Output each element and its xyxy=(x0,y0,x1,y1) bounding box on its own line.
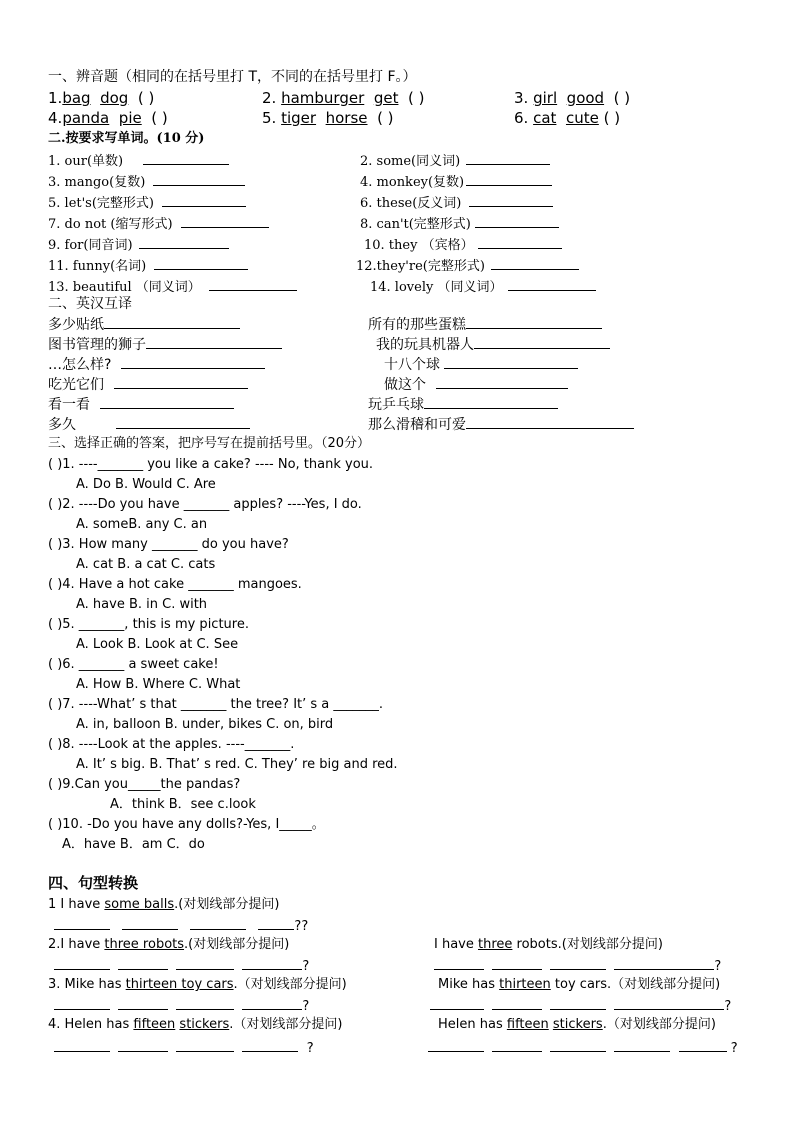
answer-blank[interactable] xyxy=(54,1038,110,1052)
task-label: 5. let's(完整形式) xyxy=(48,196,154,211)
answer-blank[interactable] xyxy=(121,355,265,369)
options-9: A．think B．see c.look xyxy=(110,797,256,812)
task-label: 14. lovely （同义词） xyxy=(370,280,503,295)
answer-blank[interactable] xyxy=(242,996,302,1010)
item-label: …怎么样? xyxy=(48,357,112,373)
answer-blank[interactable] xyxy=(550,956,606,970)
answer-blank[interactable] xyxy=(54,996,110,1010)
answer-blank[interactable] xyxy=(475,214,559,228)
word-task xyxy=(48,256,248,276)
item-label: 多少贴纸 xyxy=(48,317,104,333)
answer-blank[interactable] xyxy=(679,1038,727,1052)
answer-blank[interactable] xyxy=(154,256,248,270)
word-task xyxy=(48,235,229,255)
underlined-part: three xyxy=(478,937,513,952)
task-label: 9. for(同音词) xyxy=(48,238,133,253)
question-7: ( )7. ----What’ s that _______ the tree? It’ s a _______. xyxy=(48,697,384,712)
answer-paren[interactable]: ( ) xyxy=(137,89,155,107)
answer-blank[interactable] xyxy=(104,315,240,329)
translate-item xyxy=(368,315,602,334)
sound-item-5 xyxy=(262,109,394,127)
task-label: 12.they're(完整形式) xyxy=(356,259,485,274)
answer-blank[interactable] xyxy=(614,996,724,1010)
word-task xyxy=(360,172,552,192)
item-num: 1. xyxy=(48,89,63,107)
q-text: 3. Mike has xyxy=(48,977,126,992)
translate-item xyxy=(368,415,634,434)
q-text: 4. Helen has xyxy=(48,1017,134,1032)
word: tiger xyxy=(281,109,317,127)
answer-blank[interactable] xyxy=(162,193,246,207)
answer-blank[interactable] xyxy=(508,277,596,291)
answer-blank[interactable] xyxy=(466,151,550,165)
answer-blank[interactable] xyxy=(118,956,168,970)
item-num: 5. xyxy=(262,109,277,127)
answer-paren[interactable]: ( ) xyxy=(408,89,425,107)
item-num: 4. xyxy=(48,109,63,127)
answer-blank[interactable] xyxy=(176,996,234,1010)
answer-blank[interactable] xyxy=(444,355,578,369)
translate-item xyxy=(48,315,240,334)
word-task xyxy=(48,172,245,192)
answer-blank[interactable] xyxy=(614,956,714,970)
word-task xyxy=(356,256,579,276)
item-label: 我的玩具机器人 xyxy=(376,337,474,353)
section2-title: 二.按要求写单词。(10 分) xyxy=(48,131,205,146)
translate-item xyxy=(368,395,558,414)
q-text: Mike has xyxy=(438,977,500,992)
word-task xyxy=(48,151,229,171)
underlined-part: thirteen toy cars xyxy=(125,977,234,992)
item-num: 3. xyxy=(514,89,529,107)
options-8: A. It’ s big. B. That’ s red. C. They’ re big and red. xyxy=(76,757,398,772)
word: horse xyxy=(325,109,368,127)
answer-line-q1 xyxy=(54,916,308,936)
word-task xyxy=(48,277,297,297)
answer-paren[interactable]: ( ) xyxy=(151,109,168,127)
question-1: ( )1. ----_______ you like a cake? ---- No, thank you. xyxy=(48,457,374,472)
word: get xyxy=(373,89,399,107)
item-num: 6. xyxy=(514,109,529,127)
answer-blank[interactable] xyxy=(466,415,634,429)
item-label: 吃光它们 xyxy=(48,377,104,393)
answer-line-q3 xyxy=(54,996,309,1016)
answer-blank[interactable] xyxy=(242,1038,298,1052)
question-mark: ? xyxy=(730,1041,738,1056)
q-text: .(对划线部分提问) xyxy=(174,897,280,912)
options-6: A. How B. Where C. What xyxy=(76,677,241,692)
options-1: A. Do B. Would C. Are xyxy=(76,477,216,492)
q-text: I have xyxy=(434,937,478,952)
answer-blank[interactable] xyxy=(466,172,552,186)
options-4: A. have B. in C. with xyxy=(76,597,208,612)
item-label: 多久 xyxy=(48,417,76,433)
answer-paren[interactable]: ( ) xyxy=(603,109,621,127)
word-task xyxy=(370,277,596,297)
question-6: ( )6. _______ a sweet cake! xyxy=(48,657,219,672)
answer-blank[interactable] xyxy=(139,235,229,249)
q-text: Helen has xyxy=(438,1017,507,1032)
word: dog xyxy=(100,89,129,107)
sound-item-3 xyxy=(514,89,630,107)
word-task xyxy=(360,214,559,234)
q-text: toy cars.（对划线部分提问) xyxy=(550,977,721,992)
section4-title: 三、选择正确的答案，把序号写在提前括号里。（20分） xyxy=(48,436,371,451)
answer-blank[interactable] xyxy=(474,335,610,349)
answer-blank[interactable] xyxy=(209,277,297,291)
q-text: .(对划线部分提问) xyxy=(184,937,290,952)
task-label: 2. some(同义词) xyxy=(360,154,461,169)
answer-blank[interactable] xyxy=(491,256,579,270)
translate-item xyxy=(384,355,578,374)
answer-blank[interactable] xyxy=(190,916,246,930)
question-mark: ? xyxy=(302,999,310,1014)
answer-blank[interactable] xyxy=(54,956,110,970)
word: good xyxy=(566,89,605,107)
answer-blank[interactable] xyxy=(146,335,282,349)
q-text: robots.(对划线部分提问) xyxy=(512,937,663,952)
answer-blank[interactable] xyxy=(492,1038,542,1052)
question-10: ( )10. -Do you have any dolls?-Yes, I_____。 xyxy=(48,817,325,832)
sound-item-2 xyxy=(262,89,424,107)
underlined-part: stickers xyxy=(179,1017,230,1032)
task-label: 6. these(反义词) xyxy=(360,196,462,211)
question-mark: ?? xyxy=(294,919,309,934)
word: cute xyxy=(565,109,599,127)
question-3: ( )3. How many _______ do you have? xyxy=(48,537,289,552)
answer-blank[interactable] xyxy=(118,996,168,1010)
answer-blank[interactable] xyxy=(258,916,294,930)
word: pie xyxy=(118,109,142,127)
item-num: 2. xyxy=(262,89,277,107)
translate-item xyxy=(48,395,234,414)
word: hamburger xyxy=(281,89,365,107)
answer-blank[interactable] xyxy=(466,315,602,329)
answer-blank[interactable] xyxy=(492,996,542,1010)
item-label: 做这个 xyxy=(384,377,426,393)
transform-q2 xyxy=(48,936,289,954)
answer-blank[interactable] xyxy=(118,1038,168,1052)
item-label: 所有的那些蛋糕 xyxy=(368,317,466,333)
question-mark: ? xyxy=(714,959,722,974)
translate-item xyxy=(48,375,248,394)
options-2: A. someB. any C. an xyxy=(76,517,208,532)
sound-item-6 xyxy=(514,109,620,127)
task-label: 3. mango(复数) xyxy=(48,175,146,190)
translate-item xyxy=(376,335,610,354)
answer-blank[interactable] xyxy=(492,956,542,970)
answer-paren[interactable]: ( ) xyxy=(377,109,394,127)
section3-title: 二、英汉互译 xyxy=(48,296,132,312)
task-label: 11. funny(名词) xyxy=(48,259,147,274)
word-task xyxy=(360,151,550,171)
answer-blank[interactable] xyxy=(550,1038,606,1052)
answer-blank[interactable] xyxy=(100,395,234,409)
question-4: ( )4. Have a hot cake _______ mangoes. xyxy=(48,577,302,592)
q-text: .（对划线部分提问) xyxy=(229,1017,343,1032)
answer-line-q2 xyxy=(54,956,309,976)
q-text: 1 I have xyxy=(48,897,105,912)
item-label: 图书管理的狮子 xyxy=(48,337,146,353)
answer-blank[interactable] xyxy=(550,996,606,1010)
word-task xyxy=(48,214,269,234)
answer-blank[interactable] xyxy=(143,151,229,165)
answer-blank[interactable] xyxy=(114,375,248,389)
task-label: 10. they （宾格） xyxy=(364,238,474,253)
answer-blank[interactable] xyxy=(469,193,553,207)
options-7: A. in, balloon B. under, bikes C. on, bird xyxy=(76,717,334,732)
translate-item xyxy=(48,335,282,354)
transform-q3-repeat xyxy=(438,976,720,994)
answer-blank[interactable] xyxy=(153,172,245,186)
options-10: A．have B．am C．do xyxy=(62,837,205,852)
word-task xyxy=(360,193,553,213)
answer-blank[interactable] xyxy=(116,415,250,429)
item-label: 那么滑稽和可爱 xyxy=(368,417,466,433)
word: bag xyxy=(62,89,91,107)
q-text: .（对划线部分提问) xyxy=(233,977,347,992)
task-label: 8. can't(完整形式) xyxy=(360,217,471,232)
sound-item-1 xyxy=(48,89,154,107)
options-5: A. Look B. Look at C. See xyxy=(76,637,239,652)
answer-blank[interactable] xyxy=(54,916,110,930)
sound-item-4 xyxy=(48,109,168,127)
word: cat xyxy=(533,109,557,127)
underlined-part: three robots xyxy=(104,937,185,952)
answer-blank[interactable] xyxy=(428,1038,484,1052)
answer-blank[interactable] xyxy=(614,1038,670,1052)
answer-line-q4 xyxy=(54,1038,314,1058)
transform-q1 xyxy=(48,896,279,914)
task-label: 1. our(单数) xyxy=(48,154,124,169)
word: panda xyxy=(62,109,110,127)
underlined-part: some balls xyxy=(104,897,175,912)
answer-paren[interactable]: ( ) xyxy=(613,89,631,107)
item-label: 十八个球 xyxy=(384,357,440,373)
answer-line-q3r xyxy=(430,996,731,1016)
question-mark: ? xyxy=(302,959,310,974)
underlined-part: fifteen xyxy=(133,1017,176,1032)
word: girl xyxy=(533,89,558,107)
translate-item xyxy=(48,355,265,374)
answer-blank[interactable] xyxy=(424,395,558,409)
answer-blank[interactable] xyxy=(436,375,568,389)
word-task xyxy=(48,193,246,213)
question-mark: ? xyxy=(724,999,732,1014)
transform-q3 xyxy=(48,976,347,994)
underlined-part: stickers xyxy=(552,1017,603,1032)
section5-title: 四、句型转换 xyxy=(48,874,139,892)
item-label: 看一看 xyxy=(48,397,90,413)
word-task xyxy=(364,235,562,255)
answer-blank[interactable] xyxy=(242,956,302,970)
underlined-part: thirteen xyxy=(499,977,551,992)
question-5: ( )5. _______, this is my picture. xyxy=(48,617,249,632)
underlined-part: fifteen xyxy=(506,1017,549,1032)
translate-item xyxy=(48,415,250,434)
question-9: ( )9.Can you_____the pandas? xyxy=(48,777,241,792)
item-label: 玩乒乓球 xyxy=(368,397,424,413)
answer-blank[interactable] xyxy=(122,916,178,930)
answer-blank[interactable] xyxy=(430,996,484,1010)
section1-title: 一、辨音题（相同的在括号里打 T，不同的在括号里打 F。） xyxy=(48,69,417,85)
answer-blank[interactable] xyxy=(176,1038,234,1052)
question-mark: ? xyxy=(306,1041,314,1056)
question-2: ( )2. ----Do you have _______ apples? ----Yes, I do. xyxy=(48,497,362,512)
transform-q4-repeat xyxy=(438,1016,716,1034)
q-text: 2.I have xyxy=(48,937,105,952)
task-label: 13. beautiful （同义词） xyxy=(48,280,201,295)
answer-blank[interactable] xyxy=(434,956,484,970)
transform-q4 xyxy=(48,1016,342,1034)
answer-blank[interactable] xyxy=(181,214,269,228)
translate-item xyxy=(384,375,568,394)
answer-blank[interactable] xyxy=(478,235,562,249)
task-label: 4. monkey(复数) xyxy=(360,175,465,190)
answer-line-q2r xyxy=(434,956,721,976)
task-label: 7. do not (缩写形式) xyxy=(48,217,173,232)
q-text: .（对划线部分提问) xyxy=(602,1017,716,1032)
answer-blank[interactable] xyxy=(176,956,234,970)
transform-q2-repeat xyxy=(434,936,663,954)
options-3: A. cat B. a cat C. cats xyxy=(76,557,216,572)
question-8: ( )8. ----Look at the apples. ----_______. xyxy=(48,737,295,752)
answer-line-q4r xyxy=(428,1038,738,1058)
